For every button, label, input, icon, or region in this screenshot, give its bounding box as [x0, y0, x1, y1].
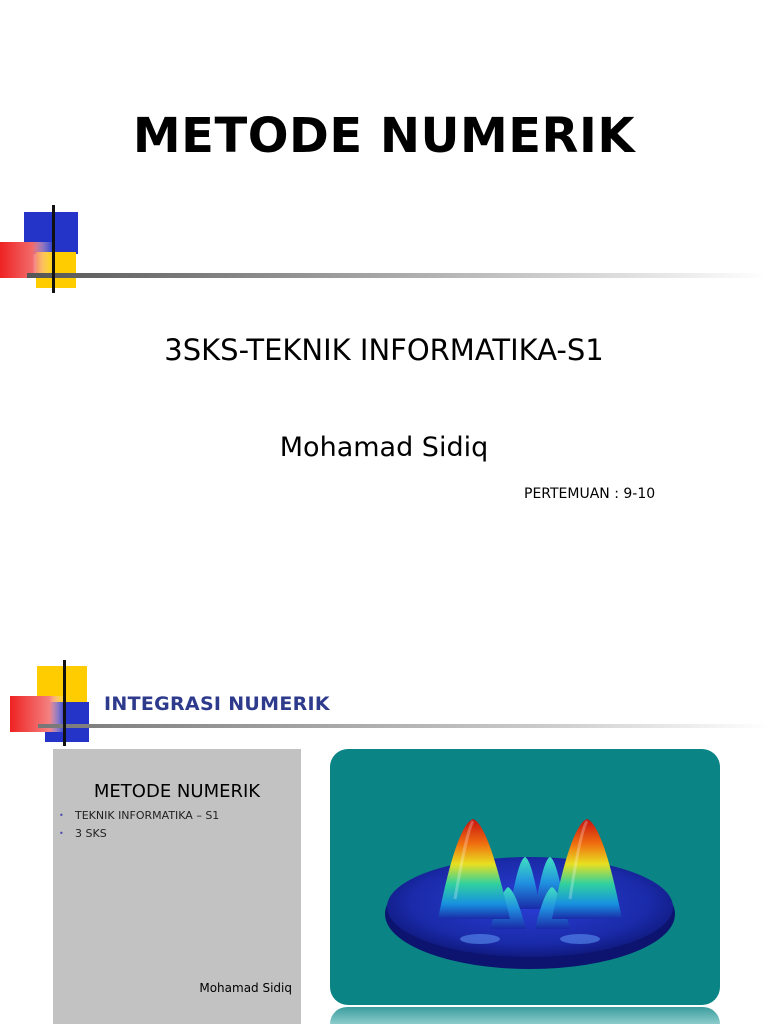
- author-name: Mohamad Sidiq: [279, 432, 489, 463]
- panel-reflection: [330, 1007, 720, 1024]
- content-slide: [0, 640, 768, 1024]
- slide-title: METODE NUMERIK: [132, 108, 636, 164]
- color-block-logo: [0, 200, 768, 300]
- list-item: • 3 SKS: [59, 825, 219, 843]
- surface-plot-image: [330, 749, 720, 1005]
- surface-plot-panel: [330, 749, 720, 1005]
- bullet-icon: •: [59, 811, 64, 820]
- list-item: • TEKNIK INFORMATIKA – S1: [59, 807, 219, 825]
- course-subtitle: 3SKS-TEKNIK INFORMATIKA-S1: [164, 333, 604, 367]
- thumbnail-title: METODE NUMERIK: [93, 781, 261, 802]
- thumbnail-author: Mohamad Sidiq: [199, 981, 292, 995]
- bullet-icon: •: [59, 829, 64, 838]
- slide-thumbnail: [53, 749, 301, 1024]
- meeting-label: PERTEMUAN : 9-10: [524, 486, 656, 502]
- section-title: INTEGRASI NUMERIK: [104, 693, 330, 715]
- thumbnail-bullet-list: [59, 807, 219, 843]
